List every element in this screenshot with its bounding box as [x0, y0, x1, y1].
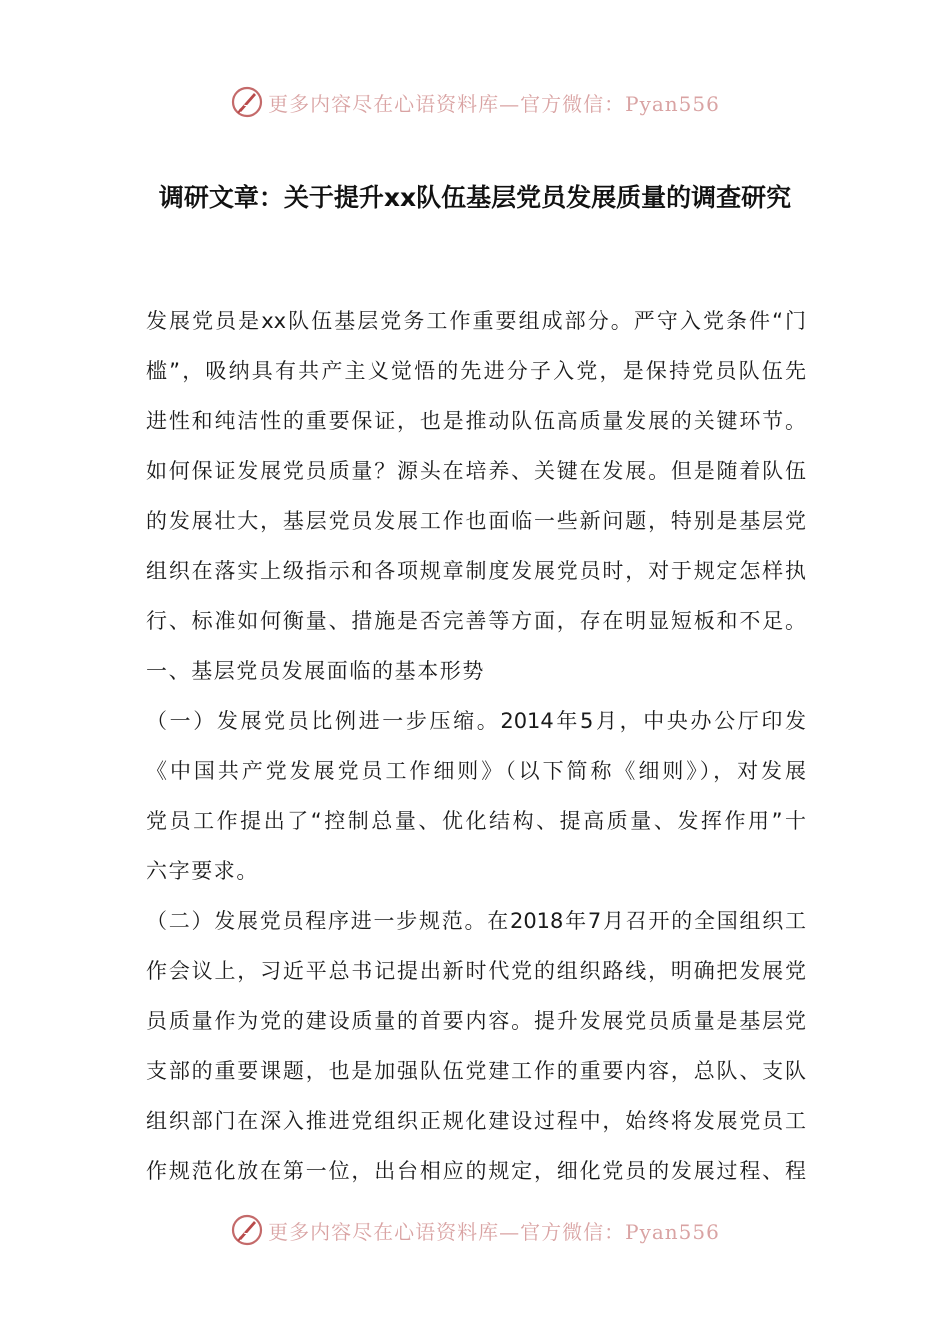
- body-line: 作规范化放在第一位，出台相应的规定，细化党员的发展过程、程: [146, 1159, 806, 1183]
- body-line: 如何保证发展党员质量？源头在培养、关键在发展。但是随着队伍: [146, 459, 806, 483]
- body-line: 槛”，吸纳具有共产主义觉悟的先进分子入党，是保持党员队伍先: [146, 359, 806, 383]
- watermark-text: 更多内容尽在心语资料库—官方微信：Pyan556: [268, 91, 720, 116]
- watermark-header: [0, 82, 950, 122]
- body-line: 六字要求。: [146, 859, 259, 883]
- watermark-text: 更多内容尽在心语资料库—官方微信：Pyan556: [268, 1219, 720, 1244]
- body-line: 组织在落实上级指示和各项规章制度发展党员时，对于规定怎样执: [146, 559, 806, 583]
- quill-logo-icon: [230, 1213, 264, 1247]
- body-line: （二）发展党员程序进一步规范。在2018年7月召开的全国组织工: [146, 909, 806, 933]
- body-line: 进性和纯洁性的重要保证，也是推动队伍高质量发展的关键环节。: [146, 409, 806, 433]
- section-heading: 一、基层党员发展面临的基本形势: [146, 659, 485, 683]
- body-line: （一）发展党员比例进一步压缩。2014年5月，中央办公厅印发: [146, 709, 806, 733]
- body-line: 发展党员是xx队伍基层党务工作重要组成部分。严守入党条件“门: [146, 309, 806, 333]
- body-line: 的发展壮大，基层党员发展工作也面临一些新问题，特别是基层党: [146, 509, 806, 533]
- body-line: 党员工作提出了“控制总量、优化结构、提高质量、发挥作用”十: [146, 809, 806, 833]
- document-title: 调研文章：关于提升xx队伍基层党员发展质量的调查研究: [158, 183, 792, 212]
- watermark-footer: [0, 1210, 950, 1250]
- quill-logo-icon: [230, 85, 264, 119]
- body-line: 支部的重要课题，也是加强队伍党建工作的重要内容，总队、支队: [146, 1059, 806, 1083]
- document-body: [146, 296, 806, 1196]
- body-line: 作会议上，习近平总书记提出新时代党的组织路线，明确把发展党: [146, 959, 806, 983]
- body-line: 《中国共产党发展党员工作细则》（以下简称《细则》），对发展: [146, 759, 806, 783]
- body-line: 行、标准如何衡量、措施是否完善等方面，存在明显短板和不足。: [146, 609, 806, 633]
- body-line: 员质量作为党的建设质量的首要内容。提升发展党员质量是基层党: [146, 1009, 806, 1033]
- body-line: 组织部门在深入推进党组织正规化建设过程中，始终将发展党员工: [146, 1109, 806, 1133]
